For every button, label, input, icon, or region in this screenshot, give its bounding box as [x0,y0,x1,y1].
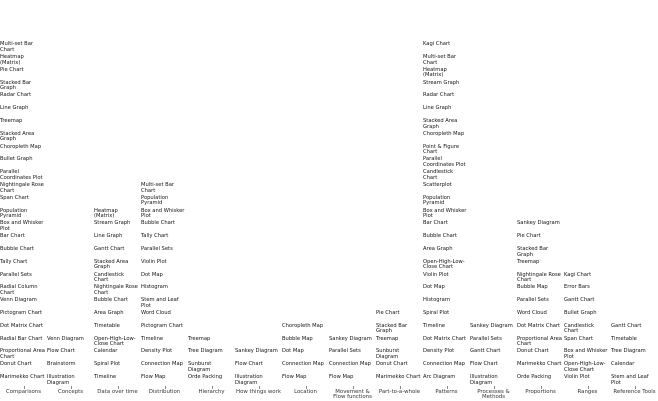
chart-item: Stacked Bar Graph [517,246,549,258]
chart-item: Bubble Chart [94,297,128,304]
chart-item: Bubble Chart [141,220,175,227]
chart-item: Tally Chart [0,258,28,265]
chart-item: Histogram [141,284,168,291]
chart-item: Choropleth Map [0,143,42,150]
chart-item: Multi-set Bar Chart [0,41,33,53]
chart-item: Candlestick Chart [564,322,595,335]
chart-item: Bubble Chart [423,233,457,240]
chart-item: Treemap [376,335,399,342]
chart-item: Line Graph [423,105,452,112]
chart-item: Population Pyramid [423,194,451,207]
chart-item: Nightingale Rose Chart [517,271,561,284]
chart-item: Density Plot [423,348,455,355]
column-7 [329,0,376,400]
chart-item: Open-High-Low-Close Chart [564,361,606,373]
chart-item: Kagi Chart [564,271,592,278]
chart-item: Connection Map [141,361,183,368]
chart-item: Pie Chart [376,310,400,316]
chart-item: Gantt Chart [564,297,595,304]
chart-item: Flow Map [329,374,354,380]
chart-item: Population Pyramid [0,207,28,220]
chart-item: Donut Chart [0,361,32,368]
chart-item: Line Graph [0,105,29,112]
x-tick-label: Data over time [97,389,138,395]
x-tick-label: Comparisons [5,389,42,395]
chart-item: Dot Map [141,271,163,278]
chart-item: Tree Diagram [188,348,223,355]
x-tick-label: Concepts [57,389,84,395]
chart-item: Proportional Area Chart [0,348,45,360]
chart-item: Orde Packing [188,374,223,380]
chart-item: Parallel Sets [329,348,361,355]
chart-item: Span Chart [0,194,29,201]
chart-item: Sankey Diagram [517,220,560,227]
chart-item: Treemap [0,118,23,124]
chart-item: Histogram [423,297,450,304]
chart-item: Flow Map [282,374,307,380]
chart-item: Illustration Diagram [470,374,498,386]
column-6 [282,0,329,400]
chart-item: Parallel Coordinates Plot [0,169,43,181]
chart-item: Bubble Map [517,284,548,291]
chart-item: Radar Chart [0,92,32,99]
chart-item: Stream Graph [423,79,460,86]
chart-item: Open-High-Low-Close Chart [423,258,465,271]
chart-item: Timeline [94,374,117,380]
chart-item: Sankey Diagram [470,322,513,329]
chart-item: Gantt Chart [611,322,642,329]
chart-item: Flow Chart [470,361,498,368]
chart-item: Bullet Graph [0,156,33,163]
chart-item: Nightingale Rose Chart [94,284,138,296]
column-11 [517,0,564,400]
chart-item: Multi-set Bar Chart [141,182,174,194]
chart-item: Dot Matrix Chart [517,322,561,329]
chart-item: Area Graph [94,310,124,316]
chart-item: Brainstorm [47,361,76,368]
chart-item: Marimekko Chart [0,374,45,380]
x-tick-label: Reference Tools [613,389,656,395]
chart-item: Stacked Bar Graph [0,79,32,92]
chart-item: Bar Chart [0,233,25,240]
chart-item: Box and Whisker Plot [423,207,467,220]
x-tick-label: Proportions [525,389,556,395]
chart-item: Stacked Area Graph [0,130,35,143]
column-4 [188,0,235,400]
chart-item: Pictogram Chart [0,310,43,316]
chart-item: Stacked Area Graph [423,118,458,130]
chart-item: Sankey Diagram [235,348,278,355]
chart-item: Parallel Sets [470,335,502,342]
chart-item: Calendar [94,348,118,355]
chart-item: Population Pyramid [141,194,169,207]
x-tick-label: Patterns [435,389,458,395]
chart-item: Sankey Diagram [329,335,372,342]
chart-item: Point & Figure Chart [423,143,460,156]
chart-item: Choropleth Map [423,130,465,137]
chart-item: Orde Packing [517,374,552,380]
chart-item: Flow Chart [235,361,263,368]
chart-item: Timeline [141,335,164,342]
x-tick-label: Processes & Methods [477,389,510,401]
chart-item: Timeline [423,322,446,329]
chart-item: Stacked Bar Graph [376,322,408,335]
chart-item: Dot Map [282,348,304,355]
chart-item: Dot Map [423,284,445,291]
chart-item: Box and Whisker Plot [141,207,185,220]
chart-item: Area Graph [423,246,453,252]
column-5 [235,0,282,400]
x-tick-label: Part-to-a-whole [378,389,421,395]
x-tick-label: Distribution [148,389,181,395]
chart-item: Bullet Graph [564,310,597,316]
chart-item: Connection Map [423,361,465,368]
chart-item: Venn Diagram [47,335,84,342]
chart-item: Heatmap (Matrix) [0,54,24,66]
chart-item: Pictogram Chart [141,322,184,329]
chart-item: Open-High-Low-Close Chart [94,335,136,348]
chart-item: Illustration Diagram [47,374,75,386]
chart-item: Stem and Leaf Plot [611,374,649,386]
column-2 [94,0,141,400]
chart-item: Calendar [611,361,635,368]
chart-item: Error Bars [564,284,590,291]
column-0 [0,0,47,400]
chart-item: Timetable [611,335,637,342]
chart-item: Spiral Plot [94,361,121,368]
chart-item: Choropleth Map [282,322,324,329]
column-10 [470,0,517,400]
chart-item: Violin Plot [141,258,167,265]
chart-item: Box and Whisker Plot [564,348,608,360]
column-13 [611,0,658,400]
chart-item: Stem and Leaf Plot [141,297,179,309]
chart-item: Gantt Chart [470,348,501,355]
x-tick-label: Movement & Flow functions [333,389,372,401]
chart-item: Radial Column Chart [0,284,38,296]
chart-item: Kagi Chart [423,41,451,48]
chart-item: Violin Plot [564,374,590,380]
chart-item: Connection Map [329,361,371,368]
chart-item: Pie Chart [0,66,24,73]
chart-item: Word Cloud [141,310,171,316]
chart-item: Parallel Sets [141,246,173,252]
chart-item: Sunburst Diagram [376,348,400,360]
chart-item: Sunburst Diagram [188,361,212,373]
x-tick-label: Hierarchy [198,389,225,395]
column-1 [47,0,94,400]
chart-item: Scatterplot [423,182,452,188]
chart-item: Bar Chart [423,220,448,227]
chart-item: Treemap [188,335,211,342]
chart-item: Connection Map [282,361,324,368]
column-8 [376,0,423,400]
chart-item: Density Plot [141,348,173,355]
chart-item: Candlestick Chart [94,271,125,284]
chart-item: Word Cloud [517,310,547,316]
x-tick-label: Location [294,389,317,395]
chart-item: Illustration Diagram [235,374,263,386]
chart-item: Parallel Sets [0,271,32,278]
column-12 [564,0,611,400]
chart-item: Span Chart [564,335,593,342]
chart-item: Proportional Area Chart [517,335,562,348]
chart-item: Donut Chart [376,361,408,368]
chart-item: Bubble Map [282,335,313,342]
chart-item: Heatmap (Matrix) [94,207,118,220]
column-3 [141,0,188,400]
chart-item: Heatmap (Matrix) [423,66,447,79]
chart-item: Flow Map [141,374,166,380]
chart-item: Nightingale Rose Chart [0,182,44,194]
chart-item: Stacked Area Graph [94,258,129,271]
chart-item: Spiral Plot [423,310,450,316]
chart-item: Violin Plot [423,271,449,278]
chart-item: Tally Chart [141,233,169,240]
chart-item: Marimekko Chart [517,361,562,368]
chart-item: Box and Whisker Plot [0,220,44,232]
chart-item: Parallel Coordinates Plot [423,156,466,168]
chart-item: Candlestick Chart [423,169,454,181]
chart-item: Radar Chart [423,92,455,99]
column-9 [423,0,470,400]
chart-item: Marimekko Chart [376,374,421,380]
x-tick-label: Ranges [577,389,598,395]
chart-item: Pie Chart [517,233,541,240]
chart-item: Treemap [517,258,540,265]
chart-item: Dot Matrix Chart [0,322,44,329]
chart-item: Radial Bar Chart [0,335,43,342]
chart-item: Dot Matrix Chart [423,335,467,342]
chart-item: Venn Diagram [0,297,37,304]
chart-item: Arc Diagram [423,374,456,380]
chart-item: Gantt Chart [94,246,125,252]
chart-item: Line Graph [94,233,123,240]
chart-item: Multi-set Bar Chart [423,54,456,66]
chart-item: Tree Diagram [611,348,646,355]
chart-item: Stream Graph [94,220,131,227]
chart-item: Bubble Chart [0,246,34,252]
chart-item: Donut Chart [517,348,549,355]
chart-item: Parallel Sets [517,297,549,304]
x-tick-label: How things work [236,389,281,395]
chart-item: Timetable [94,322,120,329]
chart-item: Flow Chart [47,348,75,355]
